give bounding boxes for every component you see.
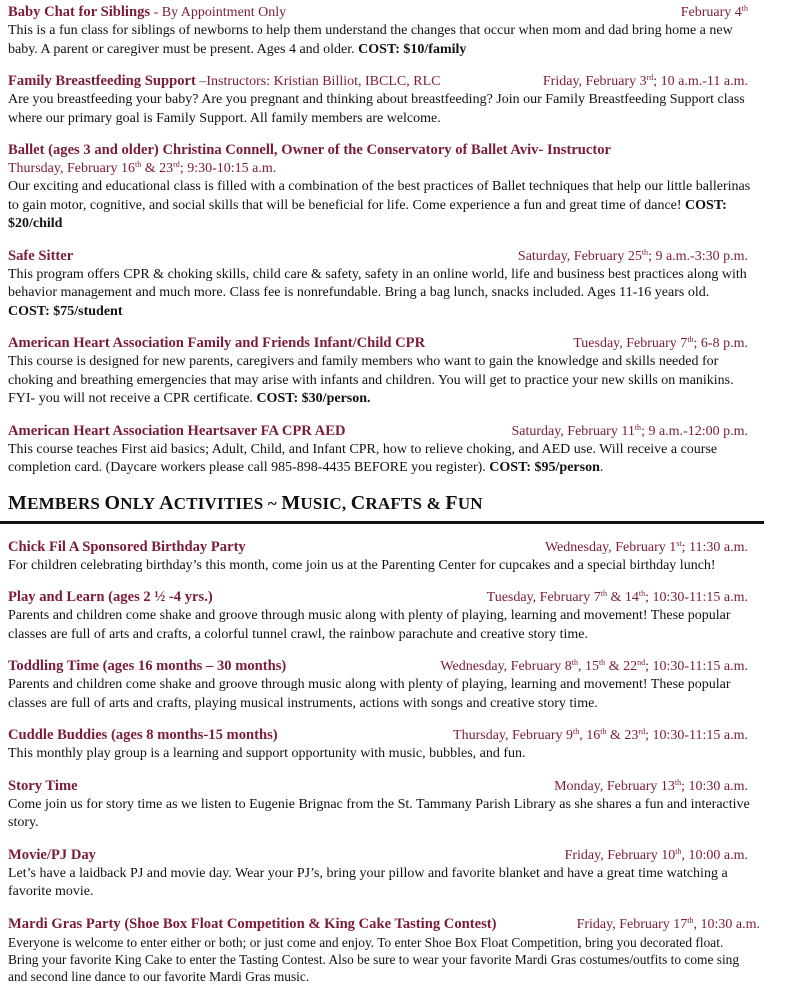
event-description: Let’s have a laidback PJ and movie day. Wear your PJ’s, bring your pillow and favorite blanket and have a great time watching a favorite movie. (8, 865, 728, 899)
event-title: American Heart Association Heartsaver FA CPR AED (8, 422, 346, 439)
event-cuddle-buddies (8, 726, 752, 764)
event-date: Friday, February 17th, 10:30 a.m. (576, 915, 760, 932)
event-header (8, 726, 752, 745)
section-divider (0, 521, 764, 524)
document-page (8, 3, 760, 998)
event-breastfeeding (8, 72, 752, 128)
event-header (8, 657, 752, 676)
event-toddling-time (8, 657, 752, 713)
event-description: This is a fun class for siblings of newborns to help them understand the changes that occur when mom and dad bring home a new baby. A parent or caregiver must be present. Ages 4 and older. COST: $10/family (8, 23, 733, 57)
event-header (8, 538, 752, 557)
event-description: Our exciting and educational class is filled with a combination of the best practices of Ballet techniques that help our little ballerinas to gain motor, cognitive, and social skills that will be beneficial for life. Come experience a fun and great time of dance! COST: $20/child (8, 179, 751, 231)
event-title: Ballet (ages 3 and older) Christina Connell, Owner of the Conservatory of Ballet Aviv- Instructor (8, 142, 612, 158)
event-date: Wednesday, February 1st; 11:30 a.m. (544, 538, 748, 555)
event-title: Toddling Time (ages 16 months – 30 months) (8, 658, 287, 674)
event-mardi-gras-party (8, 915, 760, 985)
event-title: Chick Fil A Sponsored Birthday Party (8, 538, 246, 555)
event-story-time (8, 777, 752, 833)
event-header (8, 777, 752, 796)
event-header (8, 588, 752, 607)
event-baby-chat (8, 3, 752, 59)
event-instructor: - By Appointment Only (150, 5, 287, 20)
event-title: Baby Chat for Siblings (8, 4, 151, 20)
event-title: Play and Learn (ages 2 ½ -4 yrs.) (8, 589, 213, 605)
event-header (8, 915, 760, 934)
event-title: Movie/PJ Day (8, 846, 96, 863)
event-description: Are you breastfeeding your baby? Are you pregnant and thinking about breastfeeding? Join our Family Breastfeeding Support class where our primary goal is Family Support. All family members are welcome. (8, 92, 745, 126)
event-cost: COST: $95/person (489, 460, 600, 475)
event-aha-heartsaver (8, 422, 752, 478)
event-date: Tuesday, February 7th; 6-8 p.m. (573, 335, 748, 351)
event-date: Tuesday, February 7th & 14th; 10:30-11:15 a.m. (486, 589, 748, 605)
event-ballet (8, 141, 752, 234)
event-date: Saturday, February 25th; 9 a.m.-3:30 p.m. (517, 247, 748, 264)
event-header (8, 3, 752, 22)
event-header (8, 846, 752, 865)
event-cost: COST: $30/person. (256, 391, 371, 406)
event-header (8, 334, 752, 353)
event-description: Everyone is welcome to enter either or both; or just come and enjoy. To enter Shoe Box Float Competition, bring you decorated float. Bring your favorite King Cake to enter the Tasting Contest. Also be sure to wear your favorite Mardi Gras costumes/outfits to come sing and second line dance to our favorite Mardi Gras music. (8, 934, 740, 984)
event-date: Monday, February 13th; 10:30 a.m. (554, 777, 748, 794)
event-safe-sitter (8, 247, 752, 322)
event-title: Safe Sitter (8, 247, 74, 264)
event-play-and-learn (8, 588, 752, 644)
event-description: This program offers CPR & choking skills, child care & safety, safety in an online world, life and business best practices along with behavior management and much more. Class fee is nonrefundable. Bring a bag lunch, snacks included. Ages 11-16 years old. COST: $75/student (8, 266, 747, 319)
event-title: Cuddle Buddies (ages 8 months-15 months) (8, 727, 278, 743)
event-description: Come join us for story time as we listen to Eugenie Brignac from the St. Tammany Parish Library as she shares a fun and interactive story. (8, 796, 750, 830)
event-description: For children celebrating birthday’s this month, come join us at the Parenting Center for cupcakes and a special birthday lunch! (8, 557, 716, 573)
event-date: Thursday, February 9th, 16th & 23rd; 10:30-11:15 a.m. (453, 727, 748, 743)
event-date: Friday, February 10th, 10:00 a.m. (564, 846, 748, 863)
event-header (8, 247, 752, 266)
event-description: This course is designed for new parents, caregivers and family members who want to gain the knowledge and skills needed for choking and breathing emergencies that may arise with infants and children. You will get to practice your new skills on manikins. FYI- you will not receive a CPR certificate. COST: $30/person. (8, 354, 734, 406)
event-title: Family Breastfeeding Support (8, 73, 196, 89)
event-aha-family-cpr (8, 334, 752, 409)
event-cost: COST: $75/student (8, 303, 123, 319)
event-title: Mardi Gras Party (Shoe Box Float Competition & King Cake Tasting Contest) (8, 915, 497, 932)
event-date: Wednesday, February 8th, 15th & 22nd; 10:30-11:15 a.m. (440, 658, 748, 674)
section-heading: MEMBERS ONLY ACTIVITIES ~ MUSIC, CRAFTS & FUN (8, 491, 483, 514)
event-instructor: –Instructors: Kristian Billiot, IBCLC, RLC (195, 74, 441, 89)
event-date: February 4th (680, 4, 748, 20)
event-description: This course teaches First aid basics; Adult, Child, and Infant CPR, how to relieve choking, and AED use. Will receive a course completion card. (Daycare workers please call 985-898-4435 BEFORE you register). COST: $95/person. (8, 441, 718, 475)
event-date: Saturday, February 11th; 9 a.m.-12:00 p.m. (511, 422, 748, 439)
event-description: This monthly play group is a learning and support opportunity with music, bubbles, and fun. (8, 746, 526, 761)
event-cost: COST: $20/child (8, 197, 727, 231)
event-birthday-party (8, 538, 752, 576)
event-cost: COST: $10/family (358, 41, 467, 57)
event-date: Thursday, February 16th & 23rd; 9:30-10:15 a.m. (8, 160, 277, 176)
event-header (8, 422, 752, 441)
event-date: Friday, February 3rd; 10 a.m.-11 a.m. (542, 73, 748, 89)
event-header (8, 72, 752, 91)
event-title: American Heart Association Family and Friends Infant/Child CPR (8, 335, 426, 351)
event-header (8, 141, 752, 160)
event-description: Parents and children come shake and groove through music along with plenty of playing, learning and movement! These popular classes are full of arts and crafts, a colorful tunnel crawl, the rainbow parachute and creative story time. (8, 608, 731, 642)
event-movie-pj-day (8, 846, 752, 902)
event-description: Parents and children come shake and groove through music along with plenty of playing, learning and movement! These popular classes are full of arts and crafts, playing musical instruments, actions with songs and creative story time. (8, 677, 731, 711)
event-title: Story Time (8, 777, 78, 794)
